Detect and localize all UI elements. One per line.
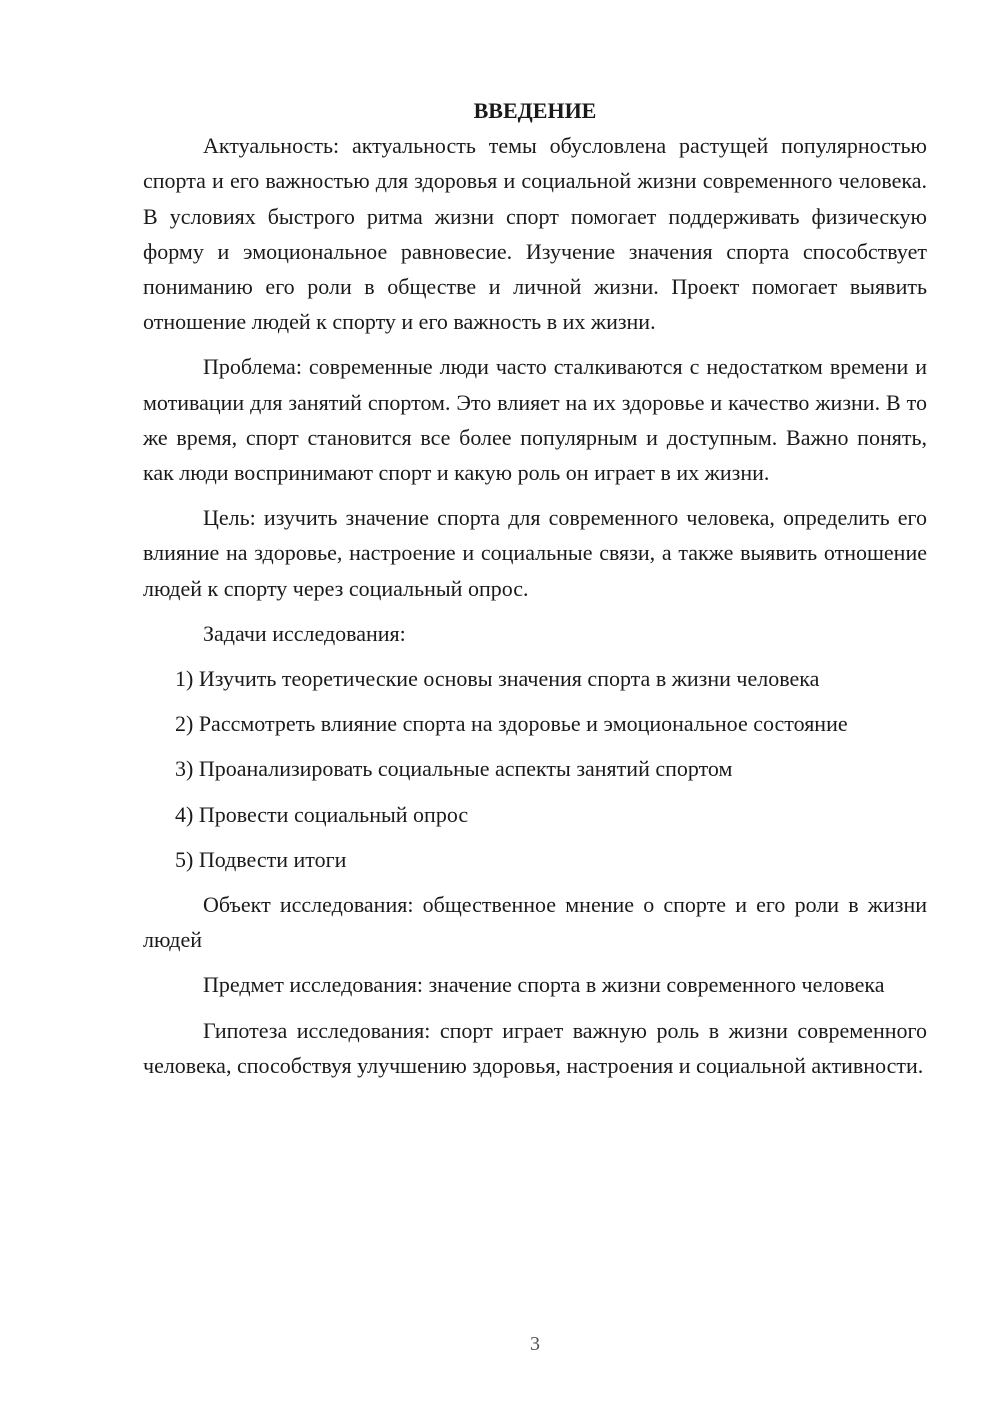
task-item: 4) Провести социальный опрос [175, 801, 469, 827]
section-heading: ВВЕДЕНИЕ [473, 98, 597, 123]
paragraph-object: Объект исследования: общественное мнение о спорте и его роли в жизни людей [143, 892, 927, 953]
task-item: 5) Подвести итоги [175, 846, 347, 872]
page-content [143, 93, 927, 1083]
paragraph-problem: Проблема: современные люди часто сталкиваются с недостатком времени и мотивации для занятий спортом. Это влияет на их здоровье и качество жизни. В то же время, спорт становится все более популярным и доступным. Важно понять, как люди воспринимают спорт и какую роль он играет в их жизни. [143, 354, 927, 486]
task-item: 1) Изучить теоретические основы значения спорта в жизни человека [175, 666, 820, 692]
task-item: 3) Проанализировать социальные аспекты занятий спортом [175, 756, 733, 782]
task-item: 2) Рассмотреть влияние спорта на здоровье и эмоциональное состояние [175, 711, 848, 737]
tasks-heading: Задачи исследования: [203, 620, 406, 646]
paragraph-relevance: Актуальность: актуальность темы обусловлена растущей популярностью спорта и его важностью для здоровья и социальной жизни современного человека. В условиях быстрого ритма жизни спорт помогает поддерживать физическую форму и эмоциональное равновесие. Изучение значения спорта способствует пониманию его роли в обществе и личной жизни. Проект помогает выявить отношение людей к спорту и его важность в их жизни. [143, 133, 927, 335]
paragraph-hypothesis: Гипотеза исследования: спорт играет важную роль в жизни современного человека, способствуя улучшению здоровья, настроения и социальной активности. [143, 1017, 927, 1078]
paragraph-subject: Предмет исследования: значение спорта в жизни современного человека [203, 972, 885, 998]
paragraph-goal: Цель: изучить значение спорта для современного человека, определить его влияние на здоровье, настроение и социальные связи, а также выявить отношение людей к спорту через социальный опрос. [143, 505, 927, 601]
page-number: 3 [530, 1333, 540, 1355]
